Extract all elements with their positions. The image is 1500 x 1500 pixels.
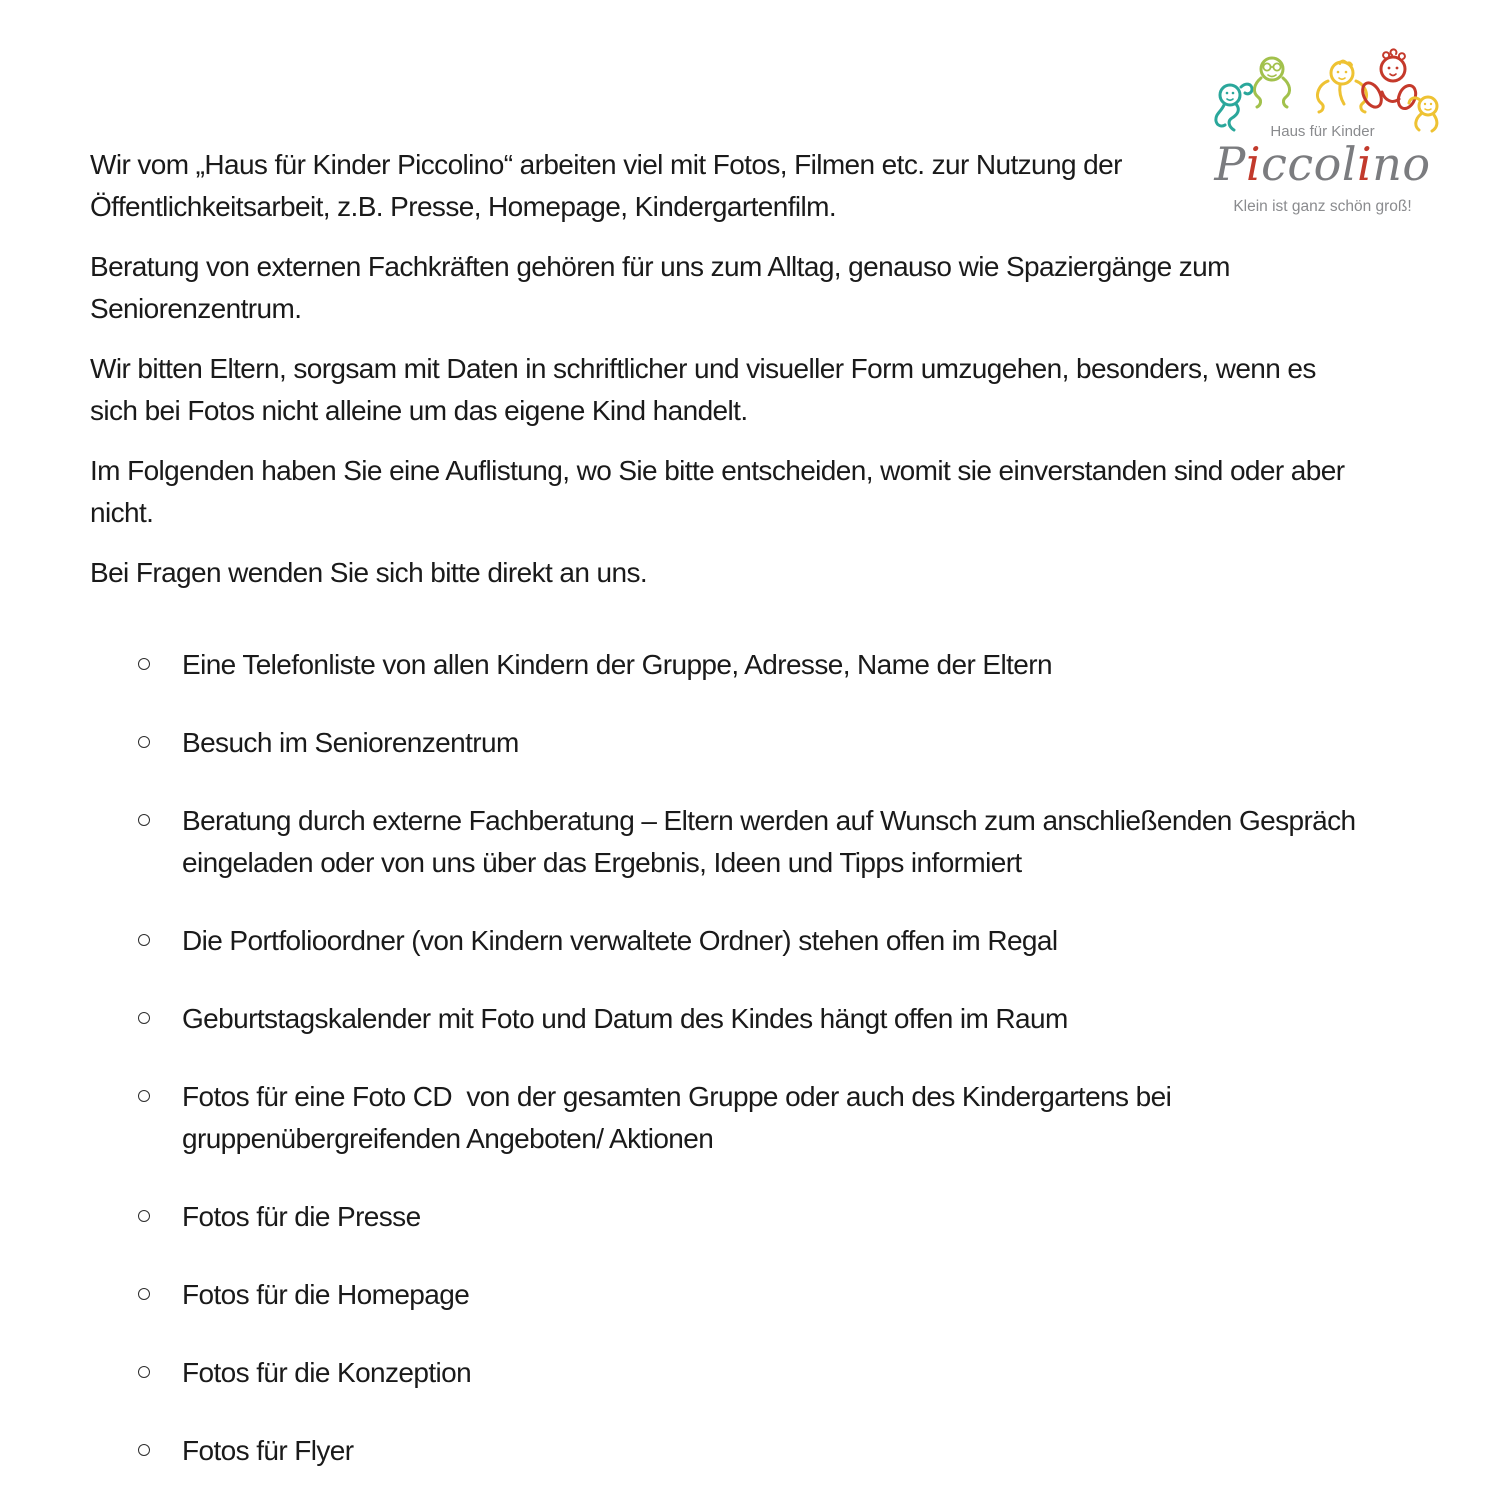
list-item-label: Fotos für Flyer [182, 1435, 354, 1466]
list-item-label: Eine Telefonliste von allen Kindern der Gruppe, Adresse, Name der Eltern [182, 649, 1052, 680]
list-item-fachberatung [90, 800, 1460, 884]
intro-paragraph-daten [90, 348, 1460, 432]
list-item-fotos-flyer [90, 1430, 1460, 1472]
list-item-seniorenzentrum [90, 722, 1460, 764]
list-item-portfolioordner [90, 920, 1460, 962]
paragraph-line: sich bei Fotos nicht alleine um das eigene Kind handelt. [90, 395, 748, 426]
logo-header-text: Haus für Kinder [1270, 123, 1375, 140]
list-item-foto-cd [90, 1076, 1460, 1160]
list-item-telefonliste [90, 644, 1460, 686]
paragraph-line: Wir bitten Eltern, sorgsam mit Daten in schriftlicher und visueller Form umzugehen, besonders, wenn es [90, 353, 1316, 384]
circle-bullet-icon[interactable] [138, 1012, 150, 1024]
brand-part-red: i [1245, 137, 1262, 191]
list-item-label: Fotos für eine Foto CD von der gesamten Gruppe oder auch des Kindergartens bei [182, 1081, 1172, 1112]
brand-part-red: i [1357, 137, 1373, 191]
brand-part: no [1372, 137, 1431, 191]
consent-list [90, 644, 1460, 1472]
list-item-label: Geburtstagskalender mit Foto und Datum des Kindes hängt offen im Raum [182, 1003, 1068, 1034]
list-item-fotos-presse [90, 1196, 1460, 1238]
logo-tagline: Klein ist ganz schön groß! [1233, 198, 1412, 215]
list-item-fotos-konzeption [90, 1352, 1460, 1394]
paragraph-line: nicht. [90, 497, 154, 528]
brand-part: P [1214, 137, 1246, 191]
list-item-label: Die Portfolioordner (von Kindern verwaltete Ordner) stehen offen im Regal [182, 925, 1058, 956]
list-item-fotos-homepage [90, 1274, 1460, 1316]
paragraph-line: Öffentlichkeitsarbeit, z.B. Presse, Homepage, Kindergartenfilm. [90, 191, 837, 222]
intro-paragraph-auflistung [90, 450, 1460, 534]
list-item-geburtstagskalender [90, 998, 1460, 1040]
paragraph-line: Seniorenzentrum. [90, 293, 302, 324]
brand-part: ccol [1261, 137, 1358, 191]
circle-bullet-icon[interactable] [138, 1210, 150, 1222]
list-item-label: eingeladen oder von uns über das Ergebnis, Ideen und Tipps informiert [182, 847, 1022, 878]
circle-bullet-icon[interactable] [138, 1366, 150, 1378]
paragraph-line: Beratung von externen Fachkräften gehören für uns zum Alltag, genauso wie Spaziergänge zum [90, 251, 1230, 282]
list-item-label: Besuch im Seniorenzentrum [182, 727, 519, 758]
circle-bullet-icon[interactable] [138, 736, 150, 748]
circle-bullet-icon[interactable] [138, 1288, 150, 1300]
list-item-label: Fotos für die Presse [182, 1201, 421, 1232]
list-item-label: Fotos für die Homepage [182, 1279, 470, 1310]
document-body [90, 144, 1460, 1500]
paragraph-line: Bei Fragen wenden Sie sich bitte direkt an uns. [90, 557, 648, 588]
paragraph-line: Im Folgenden haben Sie eine Auflistung, wo Sie bitte entscheiden, womit sie einverstanden sind oder aber [90, 455, 1345, 486]
circle-bullet-icon[interactable] [138, 658, 150, 670]
intro-paragraph-fragen [90, 552, 1460, 594]
list-item-label: Beratung durch externe Fachberatung – Eltern werden auf Wunsch zum anschließenden Gespräch [182, 805, 1356, 836]
intro-paragraph-photos [90, 144, 1460, 228]
circle-bullet-icon[interactable] [138, 814, 150, 826]
circle-bullet-icon[interactable] [138, 1444, 150, 1456]
paragraph-line: Wir vom „Haus für Kinder Piccolino“ arbeiten viel mit Fotos, Filmen etc. zur Nutzung der [90, 149, 1122, 180]
list-item-label: gruppenübergreifenden Angeboten/ Aktionen [182, 1123, 714, 1154]
list-item-label: Fotos für die Konzeption [182, 1357, 472, 1388]
intro-paragraph-beratung [90, 246, 1460, 330]
circle-bullet-icon[interactable] [138, 934, 150, 946]
circle-bullet-icon[interactable] [138, 1090, 150, 1102]
